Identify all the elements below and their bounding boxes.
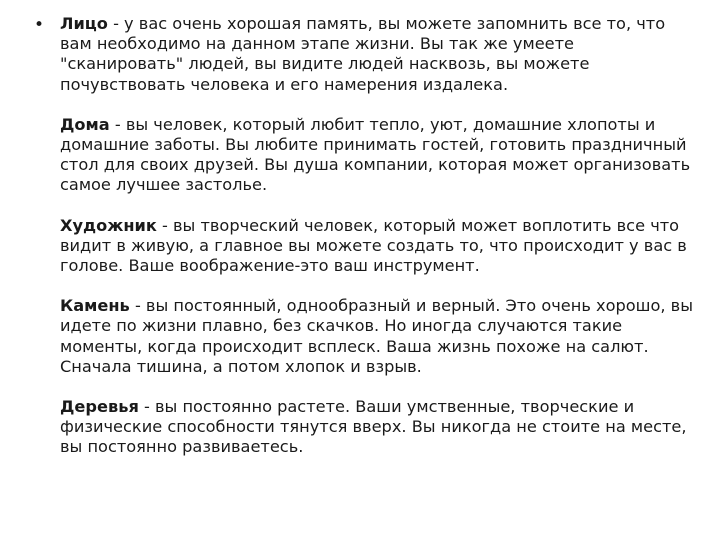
description-artist: - вы творческий человек, который может воплотить все что видит в живую, а главное вы можете создать то, что происходит у вас в голове. Ваше воображение-это ваш инструмент. bbox=[60, 215, 687, 276]
term-face: Лицо bbox=[60, 14, 108, 33]
paragraph-home bbox=[60, 115, 700, 196]
term-stone: Камень bbox=[60, 296, 130, 316]
description-face: - у вас очень хорошая память, вы можете запомнить все то, что вам необходимо на данном этапе жизни. Вы так же умеете "сканировать" людей, вы видите людей насквозь, вы можете почувствовать человека и его намерения издалека. bbox=[60, 14, 666, 94]
term-home: Дома bbox=[60, 114, 110, 134]
term-trees: Деревья bbox=[60, 397, 139, 417]
paragraph-stone bbox=[60, 296, 700, 377]
paragraph-trees bbox=[60, 397, 700, 458]
description-home: - вы человек, который любит тепло, уют, домашние хлопоты и домашние заботы. Вы любите принимать гостей, готовить праздничный стол для своих друзей. Вы душа компании, которая может организовать самое лучшее застолье. bbox=[60, 114, 691, 195]
paragraph-face bbox=[60, 14, 700, 95]
description-trees: - вы постоянно растете. Ваши умственные, творческие и физические способности тянутся вверх. Вы никогда не стоите на месте, вы постоянно развиваетесь. bbox=[60, 397, 687, 457]
paragraph-artist bbox=[60, 216, 700, 277]
slide-body bbox=[60, 14, 700, 478]
term-artist: Художник bbox=[60, 215, 157, 235]
description-stone: - вы постоянный, однообразный и верный. Это очень хорошо, вы идете по жизни плавно, без скачков. Но иногда случаются такие моменты, когда происходит всплеск. Ваша жизнь похоже на салют. Сначала тишина, а потом хлопок и взрыв. bbox=[60, 296, 694, 376]
bullet-point: • bbox=[34, 15, 45, 35]
